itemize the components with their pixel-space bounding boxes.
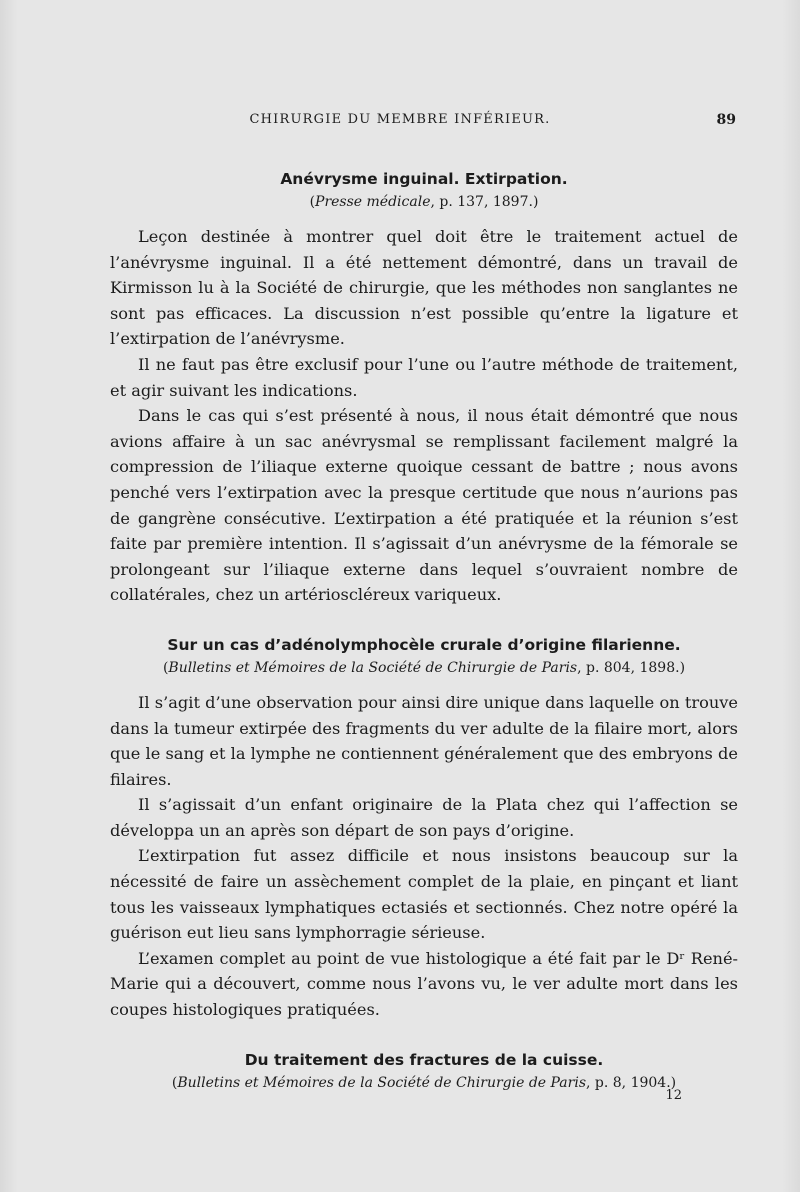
running-head bbox=[0, 108, 800, 132]
page-body bbox=[110, 170, 738, 1105]
section-source-adenolymphocele: (Bulletins et Mémoires de la Société de Chirurgie de Paris, p. 804, 1898.) bbox=[162, 659, 686, 676]
paragraph: Il s’agissait d’un enfant originaire de la Plata chez qui l’affection se développa un an après son départ de son pays d’origine. bbox=[110, 795, 738, 840]
paragraph: Il ne faut pas être exclusif pour l’une ou l’autre méthode de traitement, et agir suivant les indications. bbox=[110, 354, 738, 400]
section-source-thigh-fractures: (Bulletins et Mémoires de la Société de Chirurgie de Paris, p. 8, 1904.) bbox=[171, 1074, 677, 1091]
source-publication: Bulletins et Mémoires de la Société de Chirurgie de Paris bbox=[177, 1074, 587, 1091]
printer-signature: 12 bbox=[665, 1088, 682, 1103]
paragraph: L’extirpation fut assez difficile et nous insistons beaucoup sur la nécessité de faire un assèchement complet de la plaie, en pinçant et liant tous les vaisseaux lymphatiques ectasiés et sectionnés. Chez notre opéré la guérison eut lieu sans lymphorragie sérieuse. bbox=[110, 846, 738, 943]
section-title-aneurysm: Anévrysme inguinal. Extirpation. bbox=[280, 170, 568, 188]
paragraph: Leçon destinée à montrer quel doit être le traitement actuel de l’anévrysme inguinal. Il a été nettement démontré, dans un travail de Kirmisson lu à la Société de chirurgie, que les méthodes non sanglantes ne sont pas efficaces. La discussion n’est possible qu’entre la ligature et l’extirpation de l’anévrysme. bbox=[110, 227, 738, 349]
section-source-aneurysm: (Presse médicale, p. 137, 1897.) bbox=[309, 194, 539, 210]
section-title-adenolymphocele: Sur un cas d’adénolymphocèle crurale d’origine filarienne. bbox=[167, 635, 681, 654]
running-title: CHIRURGIE DU MEMBRE INFÉRIEUR. bbox=[249, 112, 551, 127]
source-details: , p. 804, 1898.) bbox=[577, 659, 686, 676]
page-number: 89 bbox=[716, 112, 736, 128]
source-publication: Presse médicale bbox=[315, 194, 431, 210]
source-details: , p. 137, 1897.) bbox=[430, 194, 539, 210]
source-publication: Bulletins et Mémoires de la Société de Chirurgie de Paris bbox=[168, 659, 578, 676]
paragraph: L’examen complet au point de vue histologique a été fait par le Dʳ René-Marie qui a découvert, comme nous l’avons vu, le ver adulte mort dans les coupes histologiques pratiquées. bbox=[110, 948, 738, 1020]
paragraph: Dans le cas qui s’est présenté à nous, il nous était démontré que nous avions affaire à un sac anévrysmal se remplissant facilement malgré la compression de l’iliaque externe quoique cessant de battre ; nous avons penché vers l’extirpation avec la presque certitude que nous n’aurions pas de gangrène consécutive. L’extirpation a été pratiquée et la réunion s’est faite par première intention. Il s’agissait d’un anévrysme de la fémorale se prolongeant sur l’iliaque externe dans lequel s’ouvraient nombre de collatérales, chez un artérioscléreux variqueux. bbox=[110, 406, 738, 605]
source-details: , p. 8, 1904.) bbox=[586, 1074, 677, 1091]
paragraph: Il s’agit d’une observation pour ainsi dire unique dans laquelle on trouve dans la tumeur extirpée des fragments du ver adulte de la filaire mort, alors que le sang et la lymphe ne contiennent généralement que des embryons de filaires. bbox=[110, 692, 738, 789]
section-title-thigh-fractures: Du traitement des fractures de la cuisse. bbox=[244, 1050, 604, 1069]
